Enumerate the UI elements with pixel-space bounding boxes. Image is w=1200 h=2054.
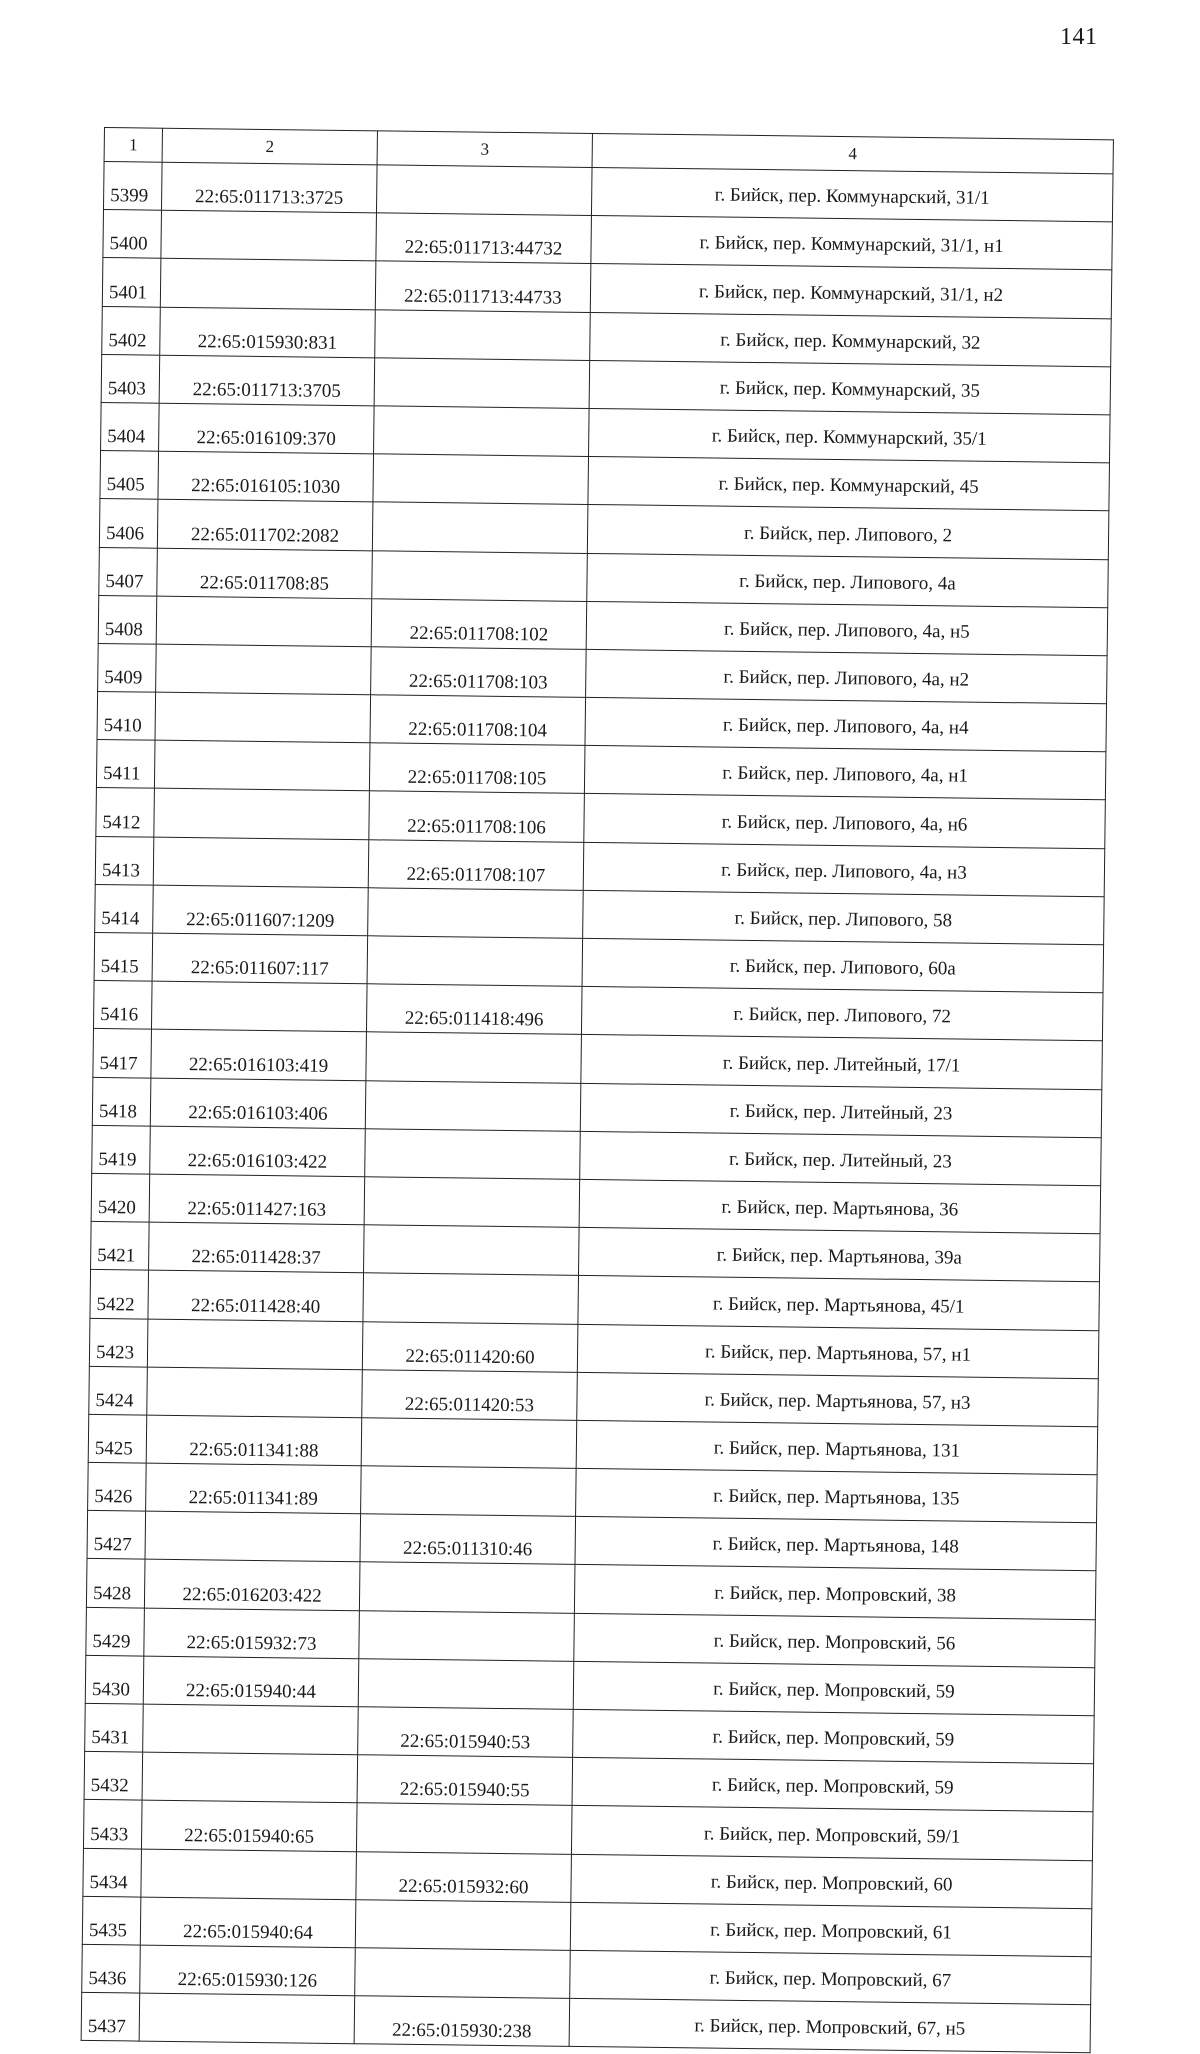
header-col-2: 2 (162, 128, 377, 165)
row-number-cell: 5421 (91, 1222, 150, 1271)
room-cadastral-number-cell (375, 309, 591, 360)
header-col-4: 4 (592, 133, 1113, 173)
cadastral-number-cell (154, 789, 370, 840)
row-number-cell: 5437 (81, 1992, 140, 2041)
room-cadastral-number-cell: 22:65:015940:53 (358, 1707, 574, 1758)
cadastral-number-cell: 22:65:011607:117 (152, 933, 368, 984)
row-number-cell: 5419 (92, 1125, 151, 1174)
address-cell: г. Бийск, пер. Мопровский, 59 (572, 1758, 1094, 1813)
cadastral-number-cell: 22:65:016103:419 (151, 1030, 367, 1081)
address-cell: г. Бийск, пер. Мопровский, 59 (573, 1661, 1095, 1716)
cadastral-table (81, 127, 1114, 2054)
room-cadastral-number-cell: 22:65:011708:104 (370, 695, 586, 746)
cadastral-number-cell (156, 644, 372, 695)
cadastral-number-cell (160, 259, 376, 310)
row-number-cell: 5414 (95, 884, 154, 933)
row-number-cell: 5430 (85, 1655, 144, 1704)
room-cadastral-number-cell: 22:65:015930:238 (354, 1996, 570, 2047)
row-number-cell: 5423 (89, 1318, 148, 1367)
row-number-cell: 5435 (82, 1896, 141, 1945)
cadastral-number-cell: 22:65:011341:89 (146, 1463, 362, 1514)
address-cell: г. Бийск, пер. Коммунарский, 31/1 (591, 167, 1113, 222)
address-cell: г. Бийск, пер. Коммунарский, 31/1, н2 (590, 264, 1112, 319)
address-cell: г. Бийск, пер. Мопровский, 60 (571, 1854, 1093, 1909)
room-cadastral-number-cell (367, 936, 583, 987)
row-number-cell: 5403 (101, 354, 160, 403)
cadastral-number-cell: 22:65:011428:40 (148, 1270, 364, 1321)
address-cell: г. Бийск, пер. Мопровский, 67 (570, 1950, 1092, 2005)
cadastral-number-cell (156, 596, 372, 647)
address-cell: г. Бийск, пер. Коммунарский, 45 (588, 457, 1110, 512)
row-number-cell: 5404 (101, 402, 160, 451)
address-cell: г. Бийск, пер. Мопровский, 56 (574, 1613, 1096, 1668)
room-cadastral-number-cell (374, 358, 590, 409)
room-cadastral-number-cell (372, 550, 588, 601)
cadastral-number-cell (155, 692, 371, 743)
room-cadastral-number-cell (359, 1562, 575, 1613)
room-cadastral-number-cell (366, 1032, 582, 1083)
room-cadastral-number-cell (376, 165, 592, 216)
room-cadastral-number-cell: 22:65:011708:107 (368, 839, 584, 890)
cadastral-number-cell: 22:65:015940:65 (141, 1800, 357, 1851)
room-cadastral-number-cell: 22:65:011310:46 (360, 1514, 576, 1565)
room-cadastral-number-cell: 22:65:011713:44732 (376, 213, 592, 264)
cadastral-number-cell: 22:65:015932:73 (144, 1608, 360, 1659)
address-cell: г. Бийск, пер. Мартьянова, 57, н1 (577, 1324, 1099, 1379)
room-cadastral-number-cell: 22:65:011418:496 (366, 984, 582, 1035)
page-number: 141 (1060, 24, 1098, 50)
room-cadastral-number-cell (365, 1080, 581, 1131)
cadastral-number-cell: 22:65:016203:422 (144, 1560, 360, 1611)
address-cell: г. Бийск, пер. Липового, 58 (583, 890, 1105, 945)
cadastral-number-cell (151, 981, 367, 1032)
room-cadastral-number-cell: 22:65:011708:106 (369, 791, 585, 842)
row-number-cell: 5428 (86, 1559, 145, 1608)
row-number-cell: 5401 (102, 258, 161, 307)
cadastral-number-cell (161, 210, 377, 261)
cadastral-number-cell (147, 1367, 363, 1418)
address-cell: г. Бийск, пер. Липового, 60а (582, 938, 1104, 993)
cadastral-number-cell (143, 1704, 359, 1755)
cadastral-number-cell: 22:65:016103:406 (150, 1078, 366, 1129)
cadastral-number-cell: 22:65:015930:831 (160, 307, 376, 358)
room-cadastral-number-cell: 22:65:011708:103 (371, 647, 587, 698)
room-cadastral-number-cell: 22:65:011713:44733 (375, 261, 591, 312)
cadastral-number-cell (142, 1752, 358, 1803)
address-cell: г. Бийск, пер. Липового, 72 (581, 987, 1103, 1042)
row-number-cell: 5424 (89, 1366, 148, 1415)
row-number-cell: 5409 (98, 643, 157, 692)
room-cadastral-number-cell (364, 1177, 580, 1228)
header-col-3: 3 (377, 131, 592, 168)
address-cell: г. Бийск, пер. Мопровский, 59 (573, 1709, 1095, 1764)
cadastral-number-cell (154, 740, 370, 791)
row-number-cell: 5425 (88, 1414, 147, 1463)
room-cadastral-number-cell (355, 1899, 571, 1950)
cadastral-number-cell: 22:65:011713:3705 (159, 355, 375, 406)
cadastral-number-cell (139, 1993, 355, 2044)
row-number-cell: 5407 (99, 547, 158, 596)
row-number-cell: 5429 (86, 1607, 145, 1656)
row-number-cell: 5436 (82, 1944, 141, 1993)
address-cell: г. Бийск, пер. Липового, 4а, н1 (584, 746, 1106, 801)
cadastral-number-cell: 22:65:011713:3725 (161, 162, 377, 213)
address-cell: г. Бийск, пер. Липового, 4а, н3 (583, 842, 1105, 897)
row-number-cell: 5402 (102, 306, 161, 355)
address-cell: г. Бийск, пер. Коммунарский, 35/1 (589, 408, 1111, 463)
room-cadastral-number-cell (373, 454, 589, 505)
cadastral-number-cell: 22:65:016105:1030 (158, 451, 374, 502)
row-number-cell: 5406 (99, 499, 158, 548)
row-number-cell: 5422 (90, 1270, 149, 1319)
row-number-cell: 5405 (100, 451, 159, 500)
room-cadastral-number-cell: 22:65:011708:102 (371, 598, 587, 649)
address-cell: г. Бийск, пер. Мартьянова, 131 (576, 1420, 1098, 1475)
cadastral-number-cell: 22:65:016109:370 (159, 403, 375, 454)
address-cell: г. Бийск, пер. Мартьянова, 39а (579, 1228, 1101, 1283)
row-number-cell: 5413 (95, 836, 154, 885)
room-cadastral-number-cell (372, 502, 588, 553)
address-cell: г. Бийск, пер. Литейный, 23 (580, 1131, 1102, 1186)
address-cell: г. Бийск, пер. Мопровский, 67, н5 (569, 1998, 1091, 2053)
cadastral-number-cell (147, 1319, 363, 1370)
address-cell: г. Бийск, пер. Мопровский, 38 (574, 1565, 1096, 1620)
header-col-1: 1 (104, 128, 162, 163)
address-cell: г. Бийск, пер. Литейный, 17/1 (581, 1035, 1103, 1090)
room-cadastral-number-cell: 22:65:011420:53 (362, 1369, 578, 1420)
row-number-cell: 5412 (96, 788, 155, 837)
cadastral-number-cell: 22:65:011341:88 (146, 1415, 362, 1466)
address-cell: г. Бийск, пер. Мопровский, 61 (570, 1902, 1092, 1957)
table-body (81, 162, 1113, 2053)
address-cell: г. Бийск, пер. Липового, 2 (587, 505, 1109, 560)
address-cell: г. Бийск, пер. Липового, 4а (587, 553, 1109, 608)
address-cell: г. Бийск, пер. Мартьянова, 57, н3 (577, 1372, 1099, 1427)
cadastral-number-cell: 22:65:011702:2082 (157, 499, 373, 550)
cadastral-number-cell: 22:65:015940:44 (143, 1656, 359, 1707)
row-number-cell: 5417 (93, 1029, 152, 1078)
room-cadastral-number-cell (361, 1418, 577, 1469)
cadastral-number-cell: 22:65:011708:85 (157, 548, 373, 599)
room-cadastral-number-cell (363, 1273, 579, 1324)
cadastral-number-cell: 22:65:015940:64 (140, 1897, 356, 1948)
row-number-cell: 5400 (103, 210, 162, 259)
row-number-cell: 5411 (96, 740, 155, 789)
cadastral-number-cell (141, 1849, 357, 1900)
room-cadastral-number-cell (358, 1659, 574, 1710)
address-cell: г. Бийск, пер. Мартьянова, 36 (579, 1179, 1101, 1234)
cadastral-number-cell (145, 1511, 361, 1562)
address-cell: г. Бийск, пер. Липового, 4а, н2 (586, 649, 1108, 704)
room-cadastral-number-cell (374, 406, 590, 457)
room-cadastral-number-cell (365, 1129, 581, 1180)
row-number-cell: 5432 (84, 1752, 143, 1801)
row-number-cell: 5433 (83, 1800, 142, 1849)
row-number-cell: 5418 (92, 1077, 151, 1126)
address-cell: г. Бийск, пер. Мопровский, 59/1 (571, 1806, 1093, 1861)
address-cell: г. Бийск, пер. Литейный, 23 (580, 1083, 1102, 1138)
room-cadastral-number-cell: 22:65:015940:55 (357, 1755, 573, 1806)
row-number-cell: 5410 (97, 692, 156, 741)
address-cell: г. Бийск, пер. Коммунарский, 35 (589, 360, 1111, 415)
row-number-cell: 5416 (93, 981, 152, 1030)
address-cell: г. Бийск, пер. Коммунарский, 31/1, н1 (591, 216, 1113, 271)
room-cadastral-number-cell (368, 888, 584, 939)
address-cell: г. Бийск, пер. Мартьянова, 148 (575, 1517, 1097, 1572)
row-number-cell: 5420 (91, 1173, 150, 1222)
address-cell: г. Бийск, пер. Мартьянова, 135 (576, 1468, 1098, 1523)
address-cell: г. Бийск, пер. Мартьянова, 45/1 (578, 1276, 1100, 1331)
room-cadastral-number-cell: 22:65:011420:60 (362, 1321, 578, 1372)
cadastral-number-cell: 22:65:011428:37 (149, 1222, 365, 1273)
cadastral-number-cell: 22:65:011427:163 (149, 1174, 365, 1225)
row-number-cell: 5427 (87, 1511, 146, 1560)
address-cell: г. Бийск, пер. Коммунарский, 32 (590, 312, 1112, 367)
room-cadastral-number-cell: 22:65:015932:60 (356, 1851, 572, 1902)
cadastral-number-cell: 22:65:016103:422 (150, 1126, 366, 1177)
address-cell: г. Бийск, пер. Липового, 4а, н4 (585, 697, 1107, 752)
row-number-cell: 5415 (94, 932, 153, 981)
cadastral-number-cell (153, 837, 369, 888)
address-cell: г. Бийск, пер. Липового, 4а, н5 (586, 601, 1108, 656)
row-number-cell: 5399 (103, 162, 162, 211)
row-number-cell: 5408 (98, 595, 157, 644)
row-number-cell: 5431 (85, 1703, 144, 1752)
row-number-cell: 5434 (83, 1848, 142, 1897)
room-cadastral-number-cell (361, 1466, 577, 1517)
address-cell: г. Бийск, пер. Липового, 4а, н6 (584, 794, 1106, 849)
cadastral-number-cell: 22:65:015930:126 (140, 1945, 356, 1996)
room-cadastral-number-cell (356, 1803, 572, 1854)
room-cadastral-number-cell (359, 1610, 575, 1661)
room-cadastral-number-cell (355, 1948, 571, 1999)
room-cadastral-number-cell (364, 1225, 580, 1276)
row-number-cell: 5426 (88, 1462, 147, 1511)
room-cadastral-number-cell: 22:65:011708:105 (369, 743, 585, 794)
cadastral-number-cell: 22:65:011607:1209 (153, 885, 369, 936)
